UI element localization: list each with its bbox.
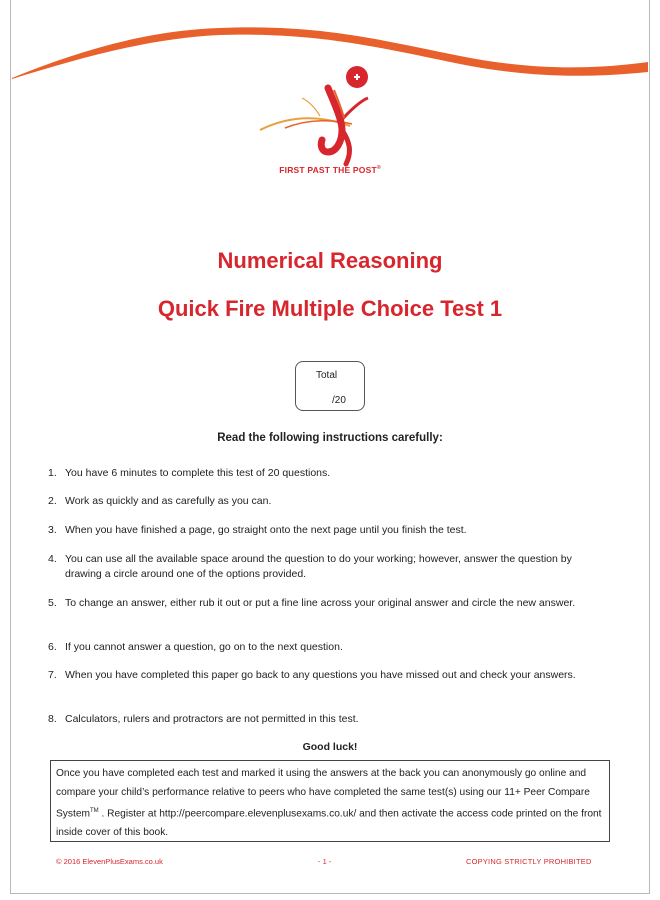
- score-value: /20: [332, 395, 346, 406]
- footer-warning: COPYING STRICTLY PROHIBITED: [466, 857, 592, 866]
- score-label: Total: [316, 370, 338, 381]
- item-number: 3.: [48, 524, 57, 536]
- registered-mark: ®: [376, 165, 381, 172]
- instructions-heading: Read the following instructions carefully:: [217, 432, 443, 444]
- item-number: 4.: [48, 553, 57, 565]
- item-text: When you have finished a page, go straight onto the next page until you finish the test.: [65, 524, 467, 536]
- footer-page-number: - 1 -: [318, 857, 332, 866]
- item-text: You can use all the available space around the question to do your working; however, answer the question by drawing a circle around one of the options provided.: [65, 553, 572, 580]
- score-box: [295, 361, 365, 411]
- item-text: When you have completed this paper go back to any questions you have missed out and check your answers.: [65, 669, 576, 681]
- item-number: 5.: [48, 597, 57, 609]
- trademark: TM: [89, 808, 99, 814]
- brand-name-text: FIRST PAST THE POST: [279, 165, 377, 175]
- item-text: If you cannot answer a question, go on to the next question.: [65, 641, 343, 653]
- item-text: You have 6 minutes to complete this test of 20 questions.: [65, 467, 331, 479]
- page-title: Numerical Reasoning: [217, 248, 443, 273]
- notice-text-part2: . Register at http://peercompare.elevenplusexams.co.uk/ and then activate the access code printed on the front inside cover of this book.: [56, 808, 602, 838]
- item-number: 1.: [48, 467, 57, 479]
- item-number: 7.: [48, 669, 57, 681]
- item-number: 6.: [48, 641, 57, 653]
- notice-text-part1: Once you have completed each test and marked it using the answers at the back you can anonymously go online and compare your child’s performance relative to peers who have completed the same test(s) using our 11+ Peer Compare System: [56, 768, 590, 820]
- item-number: 2.: [48, 495, 57, 507]
- item-number: 8.: [48, 713, 57, 725]
- item-text: To change an answer, either rub it out or put a fine line across your original answer and circle the new answer.: [65, 597, 576, 609]
- first-past-the-post-logo-icon: [250, 60, 410, 170]
- brand-name: [0, 165, 660, 175]
- item-text: Work as quickly and as carefully as you can.: [65, 495, 272, 507]
- page-subtitle: Quick Fire Multiple Choice Test 1: [157, 296, 503, 321]
- good-luck-text: Good luck!: [302, 741, 358, 753]
- item-text: Calculators, rulers and protractors are not permitted in this test.: [65, 713, 359, 725]
- peer-compare-notice: [50, 760, 610, 842]
- footer-copyright: © 2016 ElevenPlusExams.co.uk: [56, 857, 163, 866]
